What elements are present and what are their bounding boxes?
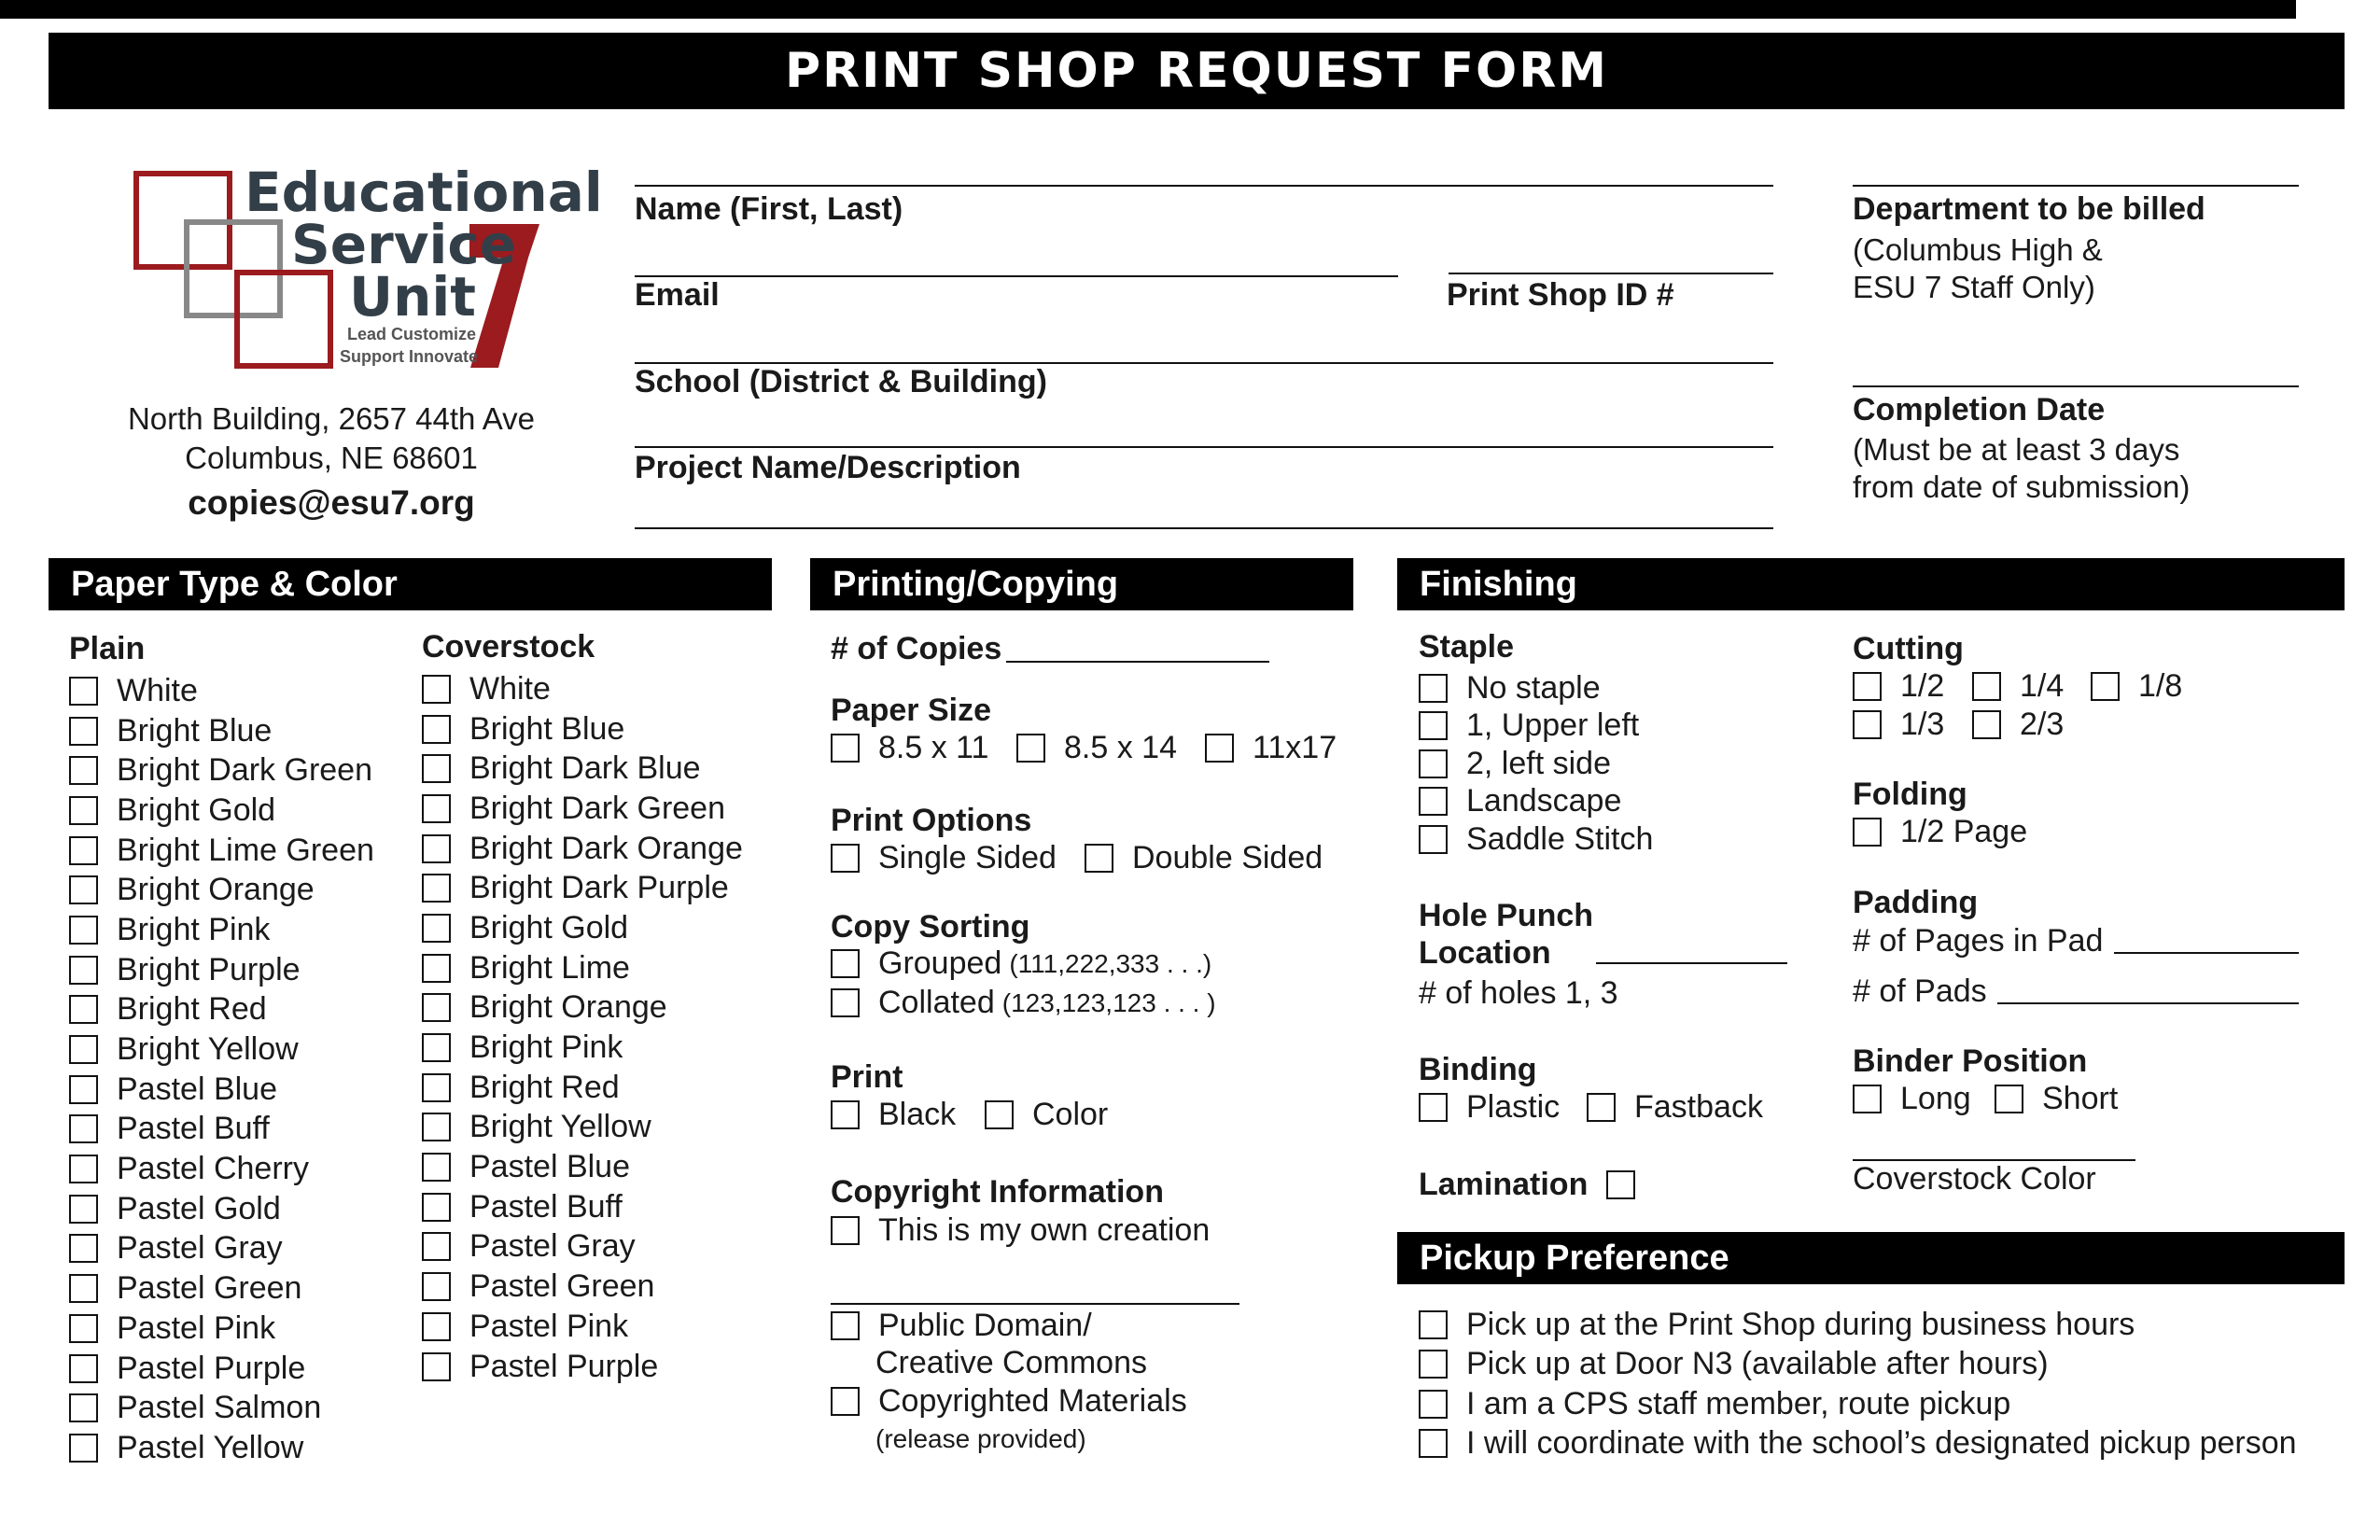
logo-line-1: Educational xyxy=(245,161,603,224)
coverstock-option[interactable] xyxy=(422,1028,743,1068)
plain-paper-option[interactable] xyxy=(69,1149,374,1189)
cut-half-option[interactable] xyxy=(1853,668,1944,705)
pickup-option[interactable] xyxy=(1419,1305,2297,1345)
lamination-option[interactable] xyxy=(1419,1167,1654,1203)
printing-section-header xyxy=(810,558,1353,610)
plain-paper-text: Pastel Purple xyxy=(117,1350,306,1386)
plain-paper-text: Bright Purple xyxy=(117,951,301,987)
staple-checkbox[interactable] xyxy=(1419,787,1448,816)
short-checkbox[interactable] xyxy=(1995,1085,2023,1113)
single-sided-checkbox[interactable] xyxy=(831,844,860,873)
plain-paper-option[interactable] xyxy=(69,1029,374,1070)
fastback-text: Fastback xyxy=(1634,1089,1763,1125)
cut-half-text: 1/2 xyxy=(1900,668,1945,704)
logo-line-3: Unit xyxy=(349,265,476,329)
cutting-label: Cutting xyxy=(1853,631,1964,666)
completion-note-2: from date of submission) xyxy=(1853,469,2191,504)
double-sided-text: Double Sided xyxy=(1132,840,1323,875)
plain-paper-checkbox[interactable] xyxy=(69,1195,98,1224)
coverstock-checkbox[interactable] xyxy=(422,1352,451,1381)
address-line-1: North Building, 2657 44th Ave xyxy=(127,401,536,436)
staple-label: Staple xyxy=(1419,629,1515,665)
printing-section-title: Printing/Copying xyxy=(833,564,1119,604)
plain-paper-option[interactable] xyxy=(69,1428,374,1468)
plain-paper-checkbox[interactable] xyxy=(69,1234,98,1263)
plain-paper-checkbox[interactable] xyxy=(69,1274,98,1303)
pickup-checkbox[interactable] xyxy=(1419,1429,1448,1458)
plain-paper-text: Bright Lime Green xyxy=(117,832,374,868)
bottom-rule xyxy=(0,0,2296,19)
copyright-label: Copyright Information xyxy=(831,1174,1164,1210)
logo-tagline-2: Support Innovate xyxy=(340,347,478,366)
completion-date-field[interactable] xyxy=(1853,385,2299,387)
public-domain-option[interactable] xyxy=(831,1308,1092,1344)
completion-label: Completion Date xyxy=(1853,392,2106,427)
plain-paper-checkbox[interactable] xyxy=(69,1155,98,1183)
half-page-option[interactable] xyxy=(1853,814,2027,850)
pickup-checkbox[interactable] xyxy=(1419,1390,1448,1419)
cut-half-checkbox[interactable] xyxy=(1853,672,1882,701)
coverstock-text: Bright Gold xyxy=(469,909,629,945)
short-text: Short xyxy=(2042,1081,2119,1116)
plain-paper-text: Pastel Green xyxy=(117,1270,302,1307)
long-option[interactable] xyxy=(1853,1081,1971,1117)
cut-two-thirds-checkbox[interactable] xyxy=(1972,710,2001,739)
hole-location-label: Location xyxy=(1419,935,1551,971)
coverstock-checkbox[interactable] xyxy=(422,715,451,744)
public-domain-text: Public Domain/ xyxy=(878,1308,1092,1343)
hole-punch-label: Hole Punch xyxy=(1419,898,1594,933)
form-title: PRINT SHOP REQUEST FORM xyxy=(784,43,1609,99)
title-bar xyxy=(49,33,2345,109)
coverstock-text: Bright Dark Orange xyxy=(469,830,743,866)
short-option[interactable] xyxy=(1995,1081,2118,1117)
plain-paper-checkbox[interactable] xyxy=(69,796,98,825)
plain-paper-text: Pastel Blue xyxy=(117,1071,277,1107)
holes-text: # of holes 1, 3 xyxy=(1419,975,1618,1011)
cut-third-text: 1/3 xyxy=(1900,707,1945,742)
staple-option[interactable] xyxy=(1419,745,1653,783)
staple-text: 2, left side xyxy=(1466,745,1611,781)
coverstock-option[interactable] xyxy=(422,988,743,1029)
coverstock-checkbox[interactable] xyxy=(422,1272,451,1301)
address-block xyxy=(93,399,569,525)
staple-option[interactable] xyxy=(1419,669,1653,707)
cut-quarter-text: 1/4 xyxy=(2020,668,2065,704)
plain-paper-text: Pastel Salmon xyxy=(117,1390,322,1426)
long-text: Long xyxy=(1900,1081,1971,1116)
plastic-checkbox[interactable] xyxy=(1419,1093,1448,1122)
department-note-2: ESU 7 Staff Only) xyxy=(1853,270,2095,304)
plain-paper-text: Pastel Pink xyxy=(117,1309,276,1346)
size-8x14-text: 8.5 x 14 xyxy=(1064,730,1177,765)
copyrighted-option[interactable] xyxy=(831,1383,1187,1420)
coverstock-checkbox[interactable] xyxy=(422,954,451,983)
pickup-option[interactable] xyxy=(1419,1345,2297,1385)
plain-paper-option[interactable] xyxy=(69,1110,374,1150)
coverstock-checkbox[interactable] xyxy=(422,1312,451,1341)
plain-paper-text: Bright Dark Green xyxy=(117,752,372,789)
paper-size-label: Paper Size xyxy=(831,693,991,728)
coverstock-option[interactable] xyxy=(422,1267,743,1307)
plain-paper-checkbox[interactable] xyxy=(69,1393,98,1422)
email-label: Email xyxy=(635,277,720,313)
coverstock-text: Pastel Gray xyxy=(469,1228,636,1265)
pickup-section-header xyxy=(1397,1232,2345,1284)
coverstock-text: Pastel Purple xyxy=(469,1348,659,1384)
coverstock-text: Bright Dark Blue xyxy=(469,750,701,787)
plain-label: Plain xyxy=(69,631,146,666)
cut-two-thirds-text: 2/3 xyxy=(2020,707,2065,742)
plastic-text: Plastic xyxy=(1466,1089,1561,1125)
binder-position-label: Binder Position xyxy=(1853,1043,2088,1079)
school-field[interactable] xyxy=(635,446,1773,448)
plain-paper-text: Pastel Buff xyxy=(117,1111,270,1147)
paper-section-title: Paper Type & Color xyxy=(71,564,398,604)
long-checkbox[interactable] xyxy=(1853,1085,1882,1113)
address-line-2: Columbus, NE 68601 xyxy=(185,440,478,475)
coverstock-option[interactable] xyxy=(422,789,743,829)
plain-paper-text: Pastel Cherry xyxy=(117,1151,309,1187)
pickup-text: Pick up at Door N3 (available after hours) xyxy=(1466,1346,2049,1382)
copyright-field[interactable] xyxy=(831,1303,1239,1305)
department-label: Department to be billed xyxy=(1853,191,2205,227)
plain-paper-text: Bright Orange xyxy=(117,872,315,908)
coverstock-text: Pastel Blue xyxy=(469,1149,630,1185)
coverstock-option[interactable] xyxy=(422,1347,743,1387)
plain-paper-option[interactable] xyxy=(69,791,374,831)
plain-paper-option[interactable] xyxy=(69,1349,374,1389)
half-page-text: 1/2 Page xyxy=(1900,814,2028,849)
coverstock-option[interactable] xyxy=(422,669,743,709)
department-field[interactable] xyxy=(1853,185,2299,187)
coverstock-checkbox[interactable] xyxy=(422,1232,451,1261)
plain-paper-option[interactable] xyxy=(69,671,374,711)
double-sided-option[interactable] xyxy=(1085,840,1323,876)
finishing-section-title: Finishing xyxy=(1420,564,1577,604)
completion-note-1: (Must be at least 3 days xyxy=(1853,432,2180,467)
plain-paper-text: Pastel Gold xyxy=(117,1190,281,1226)
black-checkbox[interactable] xyxy=(831,1100,860,1129)
print-options-label: Print Options xyxy=(831,803,1032,838)
pickup-option[interactable] xyxy=(1419,1424,2297,1464)
copies-label: # of Copies xyxy=(831,631,1002,666)
cut-quarter-checkbox[interactable] xyxy=(1972,672,2001,701)
cut-eighth-checkbox[interactable] xyxy=(2091,672,2120,701)
plain-paper-option[interactable] xyxy=(69,1229,374,1269)
staple-text: Landscape xyxy=(1466,783,1622,819)
contact-email[interactable]: copies@esu7.org xyxy=(188,483,475,522)
plain-paper-checkbox[interactable] xyxy=(69,756,98,785)
black-text: Black xyxy=(878,1097,957,1132)
coverstock-list xyxy=(422,629,743,1386)
project-label: Project Name/Description xyxy=(635,450,1021,485)
pickup-text: Pick up at the Print Shop during business hours xyxy=(1466,1306,2135,1342)
coverstock-option[interactable] xyxy=(422,749,743,789)
coverstock-color-label: Coverstock Color xyxy=(1853,1161,2096,1197)
copyrighted-text: Copyrighted Materials xyxy=(878,1383,1187,1419)
pickup-list xyxy=(1419,1305,2297,1463)
num-pads-label: # of Pads xyxy=(1853,973,1987,1009)
coverstock-checkbox[interactable] xyxy=(422,834,451,863)
print-shop-id-field[interactable] xyxy=(1449,273,1773,274)
coverstock-text: Pastel Buff xyxy=(469,1188,623,1225)
single-sided-text: Single Sided xyxy=(878,840,1057,875)
grouped-option[interactable] xyxy=(831,945,1211,982)
print-shop-id-label: Print Shop ID # xyxy=(1447,277,1674,313)
coverstock-text: Bright Orange xyxy=(469,989,667,1026)
color-checkbox[interactable] xyxy=(985,1100,1014,1129)
creative-commons-text: Creative Commons xyxy=(875,1345,1147,1380)
fastback-checkbox[interactable] xyxy=(1587,1093,1616,1122)
plain-paper-checkbox[interactable] xyxy=(69,1075,98,1104)
staple-checkbox[interactable] xyxy=(1419,825,1448,854)
plain-paper-list xyxy=(69,631,374,1468)
collated-note: (123,123,123 . . . ) xyxy=(1001,987,1216,1017)
color-option[interactable] xyxy=(985,1097,1108,1133)
staple-checkbox[interactable] xyxy=(1419,711,1448,740)
plain-paper-text: Pastel Yellow xyxy=(117,1429,304,1465)
plain-paper-checkbox[interactable] xyxy=(69,1035,98,1064)
cut-quarter-option[interactable] xyxy=(1972,668,2064,705)
pickup-option[interactable] xyxy=(1419,1384,2297,1424)
pickup-checkbox[interactable] xyxy=(1419,1310,1448,1339)
grouped-text: Grouped xyxy=(878,945,1002,981)
plain-paper-option[interactable] xyxy=(69,990,374,1030)
plain-paper-option[interactable] xyxy=(69,1070,374,1110)
plain-paper-checkbox[interactable] xyxy=(69,836,98,865)
collated-option[interactable] xyxy=(831,985,1216,1021)
finishing-section-header xyxy=(1397,558,2345,610)
plain-paper-option[interactable] xyxy=(69,950,374,990)
size-8x14-checkbox[interactable] xyxy=(1016,734,1045,763)
plain-paper-option[interactable] xyxy=(69,1268,374,1309)
plain-paper-option[interactable] xyxy=(69,1189,374,1229)
plain-paper-checkbox[interactable] xyxy=(69,677,98,706)
plain-paper-checkbox[interactable] xyxy=(69,956,98,985)
pages-in-pad-field[interactable] xyxy=(2114,952,2299,954)
plain-paper-checkbox[interactable] xyxy=(69,717,98,746)
plain-paper-checkbox[interactable] xyxy=(69,1434,98,1463)
plain-paper-text: Bright Yellow xyxy=(117,1031,299,1068)
coverstock-checkbox[interactable] xyxy=(422,1113,451,1141)
plain-paper-option[interactable] xyxy=(69,910,374,950)
coverstock-checkbox[interactable] xyxy=(422,1153,451,1182)
cut-two-thirds-option[interactable] xyxy=(1972,707,2064,743)
logo-line-2: Service xyxy=(291,213,517,276)
coverstock-option[interactable] xyxy=(422,1147,743,1187)
plain-paper-text: Bright Blue xyxy=(117,712,273,749)
school-label: School (District & Building) xyxy=(635,364,1047,399)
coverstock-option[interactable] xyxy=(422,1307,743,1347)
own-creation-checkbox[interactable] xyxy=(831,1216,860,1245)
staple-option[interactable] xyxy=(1419,820,1653,859)
single-sided-option[interactable] xyxy=(831,840,1057,876)
plain-paper-checkbox[interactable] xyxy=(69,875,98,904)
coverstock-option[interactable] xyxy=(422,709,743,749)
grouped-checkbox[interactable] xyxy=(831,949,860,978)
coverstock-text: Bright Pink xyxy=(469,1029,623,1066)
copyrighted-checkbox[interactable] xyxy=(831,1387,860,1416)
coverstock-text: Bright Red xyxy=(469,1069,620,1105)
staple-text: No staple xyxy=(1466,669,1601,706)
release-note: (release provided) xyxy=(875,1424,1086,1453)
size-8x14-option[interactable] xyxy=(1016,730,1177,766)
size-11x17-text: 11x17 xyxy=(1253,730,1337,765)
plain-paper-checkbox[interactable] xyxy=(69,1114,98,1143)
plain-paper-text: Bright Pink xyxy=(117,911,271,947)
plain-paper-option[interactable] xyxy=(69,870,374,910)
plain-paper-option[interactable] xyxy=(69,1388,374,1428)
size-8x11-text: 8.5 x 11 xyxy=(878,730,989,765)
grouped-note: (111,222,333 . . .) xyxy=(1009,948,1212,978)
logo-tagline-1: Lead Customize xyxy=(347,325,477,343)
staple-checkbox[interactable] xyxy=(1419,674,1448,703)
coverstock-option[interactable] xyxy=(422,868,743,908)
pages-in-pad-label: # of Pages in Pad xyxy=(1853,923,2104,959)
plain-paper-option[interactable] xyxy=(69,711,374,751)
coverstock-checkbox[interactable] xyxy=(422,1033,451,1062)
collated-text: Collated xyxy=(878,985,995,1020)
coverstock-option[interactable] xyxy=(422,948,743,988)
cut-third-checkbox[interactable] xyxy=(1853,710,1882,739)
coverstock-text: Bright Blue xyxy=(469,710,625,747)
pickup-text: I will coordinate with the school’s designated pickup person xyxy=(1466,1425,2297,1462)
staple-checkbox[interactable] xyxy=(1419,749,1448,778)
staple-list xyxy=(1419,629,1653,859)
black-option[interactable] xyxy=(831,1097,956,1133)
plastic-option[interactable] xyxy=(1419,1089,1560,1126)
paper-section-header xyxy=(49,558,772,610)
binding-label: Binding xyxy=(1419,1052,1537,1087)
coverstock-checkbox[interactable] xyxy=(422,874,451,903)
cut-eighth-text: 1/8 xyxy=(2138,668,2183,704)
size-8x11-checkbox[interactable] xyxy=(831,734,860,763)
plain-paper-checkbox[interactable] xyxy=(69,1314,98,1343)
half-page-checkbox[interactable] xyxy=(1853,818,1882,847)
double-sided-checkbox[interactable] xyxy=(1085,844,1113,873)
plain-paper-checkbox[interactable] xyxy=(69,1354,98,1383)
cut-third-option[interactable] xyxy=(1853,707,1944,743)
coverstock-text: White xyxy=(469,670,551,707)
coverstock-label: Coverstock xyxy=(422,629,595,665)
size-8x11-option[interactable] xyxy=(831,730,988,766)
collated-checkbox[interactable] xyxy=(831,988,860,1017)
copies-field[interactable] xyxy=(1006,661,1269,663)
num-pads-field[interactable] xyxy=(1997,1002,2299,1004)
pickup-text: I am a CPS staff member, route pickup xyxy=(1466,1385,2011,1421)
coverstock-checkbox[interactable] xyxy=(422,1193,451,1222)
plain-paper-text: Pastel Gray xyxy=(117,1230,283,1267)
size-11x17-option[interactable] xyxy=(1205,730,1337,766)
plain-paper-option[interactable] xyxy=(69,1309,374,1349)
coverstock-text: Pastel Pink xyxy=(469,1308,629,1344)
hole-location-field[interactable] xyxy=(1596,962,1787,964)
plain-paper-checkbox[interactable] xyxy=(69,995,98,1024)
plain-paper-option[interactable] xyxy=(69,831,374,871)
coverstock-option[interactable] xyxy=(422,1108,743,1148)
coverstock-option[interactable] xyxy=(422,1227,743,1267)
coverstock-checkbox[interactable] xyxy=(422,914,451,943)
coverstock-option[interactable] xyxy=(422,1068,743,1108)
lamination-text: Lamination xyxy=(1419,1167,1589,1202)
coverstock-text: Bright Lime xyxy=(469,949,630,986)
lamination-checkbox[interactable] xyxy=(1606,1170,1635,1199)
plain-paper-text: Bright Red xyxy=(117,991,267,1028)
department-note-1: (Columbus High & xyxy=(1853,232,2103,267)
coverstock-checkbox[interactable] xyxy=(422,1073,451,1102)
color-text: Color xyxy=(1032,1097,1109,1132)
own-creation-text: This is my own creation xyxy=(878,1212,1211,1248)
pickup-section-title: Pickup Preference xyxy=(1420,1238,1729,1278)
folding-label: Folding xyxy=(1853,777,1967,812)
staple-option[interactable] xyxy=(1419,783,1653,821)
name-label: Name (First, Last) xyxy=(635,191,903,227)
coverstock-text: Bright Dark Purple xyxy=(469,870,729,906)
plain-paper-text: White xyxy=(117,672,198,708)
coverstock-option[interactable] xyxy=(422,829,743,869)
coverstock-checkbox[interactable] xyxy=(422,675,451,704)
plain-paper-option[interactable] xyxy=(69,750,374,791)
coverstock-text: Pastel Green xyxy=(469,1268,655,1305)
plain-paper-text: Bright Gold xyxy=(117,791,276,828)
coverstock-option[interactable] xyxy=(422,908,743,948)
fastback-option[interactable] xyxy=(1587,1089,1763,1126)
project-field[interactable] xyxy=(635,527,1773,529)
cut-eighth-option[interactable] xyxy=(2091,668,2182,705)
staple-text: 1, Upper left xyxy=(1466,707,1640,744)
padding-label: Padding xyxy=(1853,885,1979,920)
name-field[interactable] xyxy=(635,275,1398,277)
size-11x17-checkbox[interactable] xyxy=(1205,734,1234,763)
staple-text: Saddle Stitch xyxy=(1466,820,1654,857)
coverstock-text: Bright Dark Green xyxy=(469,790,725,826)
coverstock-checkbox[interactable] xyxy=(422,794,451,823)
coverstock-text: Bright Yellow xyxy=(469,1109,651,1145)
print-color-label: Print xyxy=(831,1059,903,1095)
plain-paper-checkbox[interactable] xyxy=(69,916,98,945)
coverstock-checkbox[interactable] xyxy=(422,993,451,1022)
copy-sorting-label: Copy Sorting xyxy=(831,909,1030,945)
staple-option[interactable] xyxy=(1419,707,1653,746)
public-domain-checkbox[interactable] xyxy=(831,1311,860,1340)
own-creation-option[interactable] xyxy=(831,1212,1210,1249)
coverstock-checkbox[interactable] xyxy=(422,754,451,783)
pickup-checkbox[interactable] xyxy=(1419,1350,1448,1379)
coverstock-option[interactable] xyxy=(422,1187,743,1227)
